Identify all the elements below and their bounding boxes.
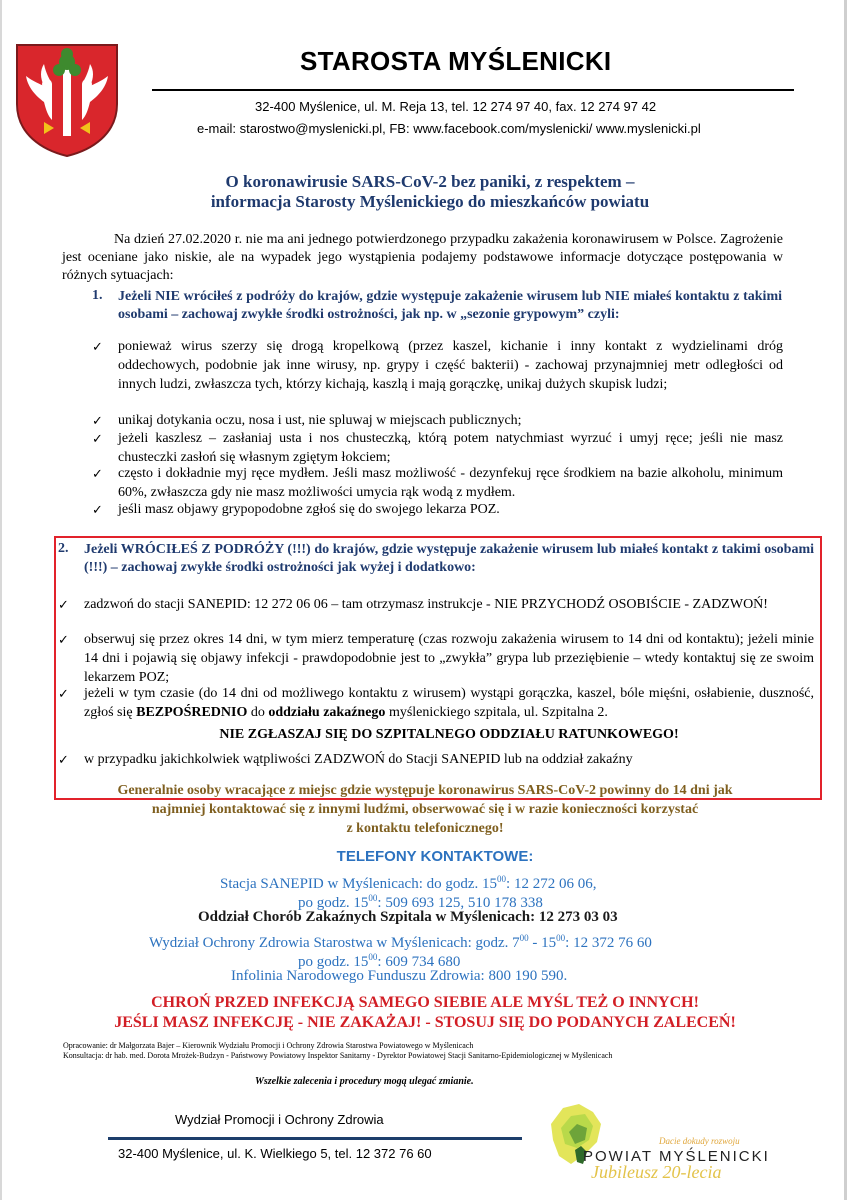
phone-text: po godz. 15 bbox=[298, 954, 369, 970]
hospital-phone: Oddział Chorób Zakaźnych Szpitala w Myślenicach: 12 273 03 03 bbox=[198, 909, 618, 925]
check-icon: ✓ bbox=[58, 752, 69, 767]
nfz-hotline: Infolinia Narodowego Funduszu Zdrowia: 800 190 590. bbox=[231, 968, 568, 984]
section2-last-bullet: w przypadku jakichkolwiek wątpliwości ZADZWOŃ do Stacji SANEPID lub na oddział zakaźny bbox=[84, 752, 633, 767]
header-divider bbox=[152, 89, 794, 91]
phone-text: Stacja SANEPID w Myślenicach: do godz. 15 bbox=[220, 876, 498, 892]
coat-of-arms-icon bbox=[14, 42, 120, 158]
intro-paragraph: Na dzień 27.02.2020 r. nie ma ani jednego potwierdzonego przypadku zakażenia koronawirusem w Polsce. Zagrożenie jest oceniane jako niskie, ale na wypadek jego wystąpienia podajemy podstawowe informacje dotyczące postępowania w różnych sytuacjach: bbox=[62, 232, 783, 283]
check-icon: ✓ bbox=[58, 632, 69, 647]
warning-line2: JEŚLI MASZ INFEKCJĘ - NIE ZAKAŻAJ! - STOSUJ SIĘ DO PODANYCH ZALECEŃ! bbox=[114, 1014, 736, 1031]
phone-sup: 00 bbox=[556, 933, 566, 943]
phone-text: po godz. 15 bbox=[298, 895, 369, 911]
section2-bullet: obserwuj się przez okres 14 dni, w tym mierz temperaturę (czas rozwoju zakażenia wirusem to 14 dni od kontaktu); jeżeli minie 14 dni i pojawią się objawy infekcji - prawdopodobnie jest to „zwykła” grypa lub przeziębienie – wtedy kontaktuj się ze swoim lekarzem POZ; bbox=[84, 632, 814, 685]
check-icon: ✓ bbox=[92, 502, 103, 517]
powiat-logo bbox=[541, 1094, 770, 1184]
document-title-line2: informacja Starosty Myślenickiego do mieszkańców powiatu bbox=[210, 192, 650, 211]
section2-bullet-hospital bbox=[84, 684, 814, 722]
phone-sup: 00 bbox=[497, 874, 507, 884]
page-border-left bbox=[0, 0, 2, 1200]
general-line: z kontaktu telefonicznego! bbox=[346, 821, 504, 836]
procedures-note: Wszelkie zalecenia i procedury mogą ulegać zmianie. bbox=[255, 1076, 474, 1087]
phone-sup: 00 bbox=[519, 933, 529, 943]
bullet-emphasis: BEZPOŚREDNIO bbox=[136, 705, 248, 720]
section2-heading: Jeżeli WRÓCIŁEŚ Z PODRÓŻY (!!!) do krajów, gdzie występuje zakażenie wirusem lub miałeś kontakt z takimi osobami (!!!) – zachowaj zwykłe środki ostrożności jak wyżej i dodatkowo: bbox=[84, 542, 814, 575]
bullet-emphasis: oddziału zakaźnego bbox=[268, 705, 386, 720]
bullet-text: do bbox=[247, 705, 269, 720]
check-icon: ✓ bbox=[92, 413, 103, 428]
credits-consult: Konsultacja: dr hab. med. Dorota Mrożek-Budzyn - Państwowy Powiatowy Inspektor Sanitarny - Dyrektor Powiatowej Stacji Sanitarno-Epidemiologicznej w Myślenicach bbox=[63, 1051, 613, 1060]
phones-heading: TELEFONY KONTAKTOWE: bbox=[336, 848, 534, 865]
phone-text: : 12 372 76 60 bbox=[565, 935, 652, 951]
footer-department: Wydział Promocji i Ochrony Zdrowia bbox=[175, 1112, 384, 1127]
check-icon: ✓ bbox=[58, 686, 69, 701]
header-address: 32-400 Myślenice, ul. M. Reja 13, tel. 12 274 97 40, fax. 12 274 97 42 bbox=[255, 99, 657, 114]
section1-heading: Jeżeli NIE wróciłeś z podróży do krajów, gdzie występuje zakażenie wirusem lub NIE miałeś kontaktu z takimi osobami – zachowaj zwykłe środki ostrożności, jak np. w „sezonie grypowym” czyli: bbox=[118, 289, 782, 322]
section1-bullet: często i dokładnie myj ręce mydłem. Jeśli masz możliwość - dezynfekuj ręce środkiem na bazie alkoholu, minimum 60%, zwłaszcza gdy nie masz możliwości umycia rąk wodą z mydłem. bbox=[118, 466, 783, 500]
phone-text: - 15 bbox=[528, 935, 557, 951]
check-icon: ✓ bbox=[58, 597, 69, 612]
phone-text: : 12 272 06 06, bbox=[506, 876, 597, 892]
check-icon: ✓ bbox=[92, 466, 103, 481]
general-advice bbox=[70, 781, 780, 838]
bullet-text: myślenickiego szpitala, ul. Szpitalna 2. bbox=[385, 705, 608, 720]
general-line: Generalnie osoby wracające z miejsc gdzie występuje koronawirus SARS-CoV-2 powinny do 14 dni jak bbox=[117, 783, 733, 798]
check-icon: ✓ bbox=[92, 339, 103, 354]
logo-name: POWIAT MYŚLENICKI bbox=[583, 1148, 770, 1165]
section1-bullet: jeżeli kaszlesz – zasłaniaj usta i nos chusteczką, którą potem natychmiast wyrzuć i umyj ręce; jeśli nie masz chusteczki zasłoń się własnym zgiętym łokciem; bbox=[118, 431, 783, 465]
header-contact: e-mail: starostwo@myslenicki.pl, FB: www.facebook.com/myslenicki/ www.myslenicki.pl bbox=[197, 121, 701, 136]
section1-number: 1. bbox=[92, 288, 103, 303]
footer-address: 32-400 Myślenice, ul. K. Wielkiego 5, tel. 12 372 76 60 bbox=[118, 1146, 432, 1161]
logo-tagline: Dacie dokudy rozwoju bbox=[659, 1136, 740, 1146]
phone-sup: 00 bbox=[368, 893, 378, 903]
phone-text: : 509 693 125, 510 178 338 bbox=[377, 895, 543, 911]
credits-prepared: Opracowanie: dr Małgorzata Bajer – Kierownik Wydziału Promocji i Ochrony Zdrowia Starostwa Powiatowego w Myślenicach bbox=[63, 1041, 474, 1050]
section1-bullet: ponieważ wirus szerzy się drogą kropelkową (przez kaszel, kichanie i inny kontakt z wydzielinami dróg oddechowych, podobnie jak inne wirusy, np. grypy i część bakterii) - zachowaj przynajmniej metr odległości od innych ludzi, zwłaszcza tych, którzy kichają, kaszlą i mają gorączkę, unikaj dużych skupisk ludzi; bbox=[118, 339, 783, 392]
header-title: STAROSTA MYŚLENICKI bbox=[300, 46, 612, 76]
general-line: najmniej kontaktować się z innymi ludźmi, obserwować się i w razie konieczności korzystać bbox=[151, 802, 699, 817]
section2-bullet: zadzwoń do stacji SANEPID: 12 272 06 06 – tam otrzymasz instrukcje - NIE PRZYCHODŹ OSOBIŚCIE - ZADZWOŃ! bbox=[84, 597, 768, 612]
section1-bullet: jeśli masz objawy grypopodobne zgłoś się do swojego lekarza POZ. bbox=[118, 502, 500, 517]
check-icon: ✓ bbox=[92, 431, 103, 446]
section2-number: 2. bbox=[58, 541, 69, 556]
phone-text: Wydział Ochrony Zdrowia Starostwa w Myślenicach: godz. 7 bbox=[149, 935, 520, 951]
logo-jubilee: Jubileusz 20-lecia bbox=[591, 1162, 722, 1182]
footer-divider bbox=[108, 1137, 522, 1140]
er-notice: NIE ZGŁASZAJ SIĘ DO SZPITALNEGO ODDZIAŁU RATUNKOWEGO! bbox=[219, 727, 679, 742]
bullet-text: jeżeli w tym czasie (do 14 dni od możliwego kontaktu z wirusem) wystąpi gorączka, kaszel, bóle mięśni, osłabienie, duszność, zgłoś się bbox=[84, 686, 814, 720]
warning-line1: CHROŃ PRZED INFEKCJĄ SAMEGO SIEBIE ALE MYŚL TEŻ O INNYCH! bbox=[151, 994, 699, 1011]
section1-bullet: unikaj dotykania oczu, nosa i ust, nie spluwaj w miejscach publicznych; bbox=[118, 413, 522, 428]
document-title-line1: O koronawirusie SARS-CoV-2 bez paniki, z respektem – bbox=[225, 172, 635, 191]
phone-sup: 00 bbox=[368, 952, 378, 962]
phone-text: : 609 734 680 bbox=[377, 954, 461, 970]
